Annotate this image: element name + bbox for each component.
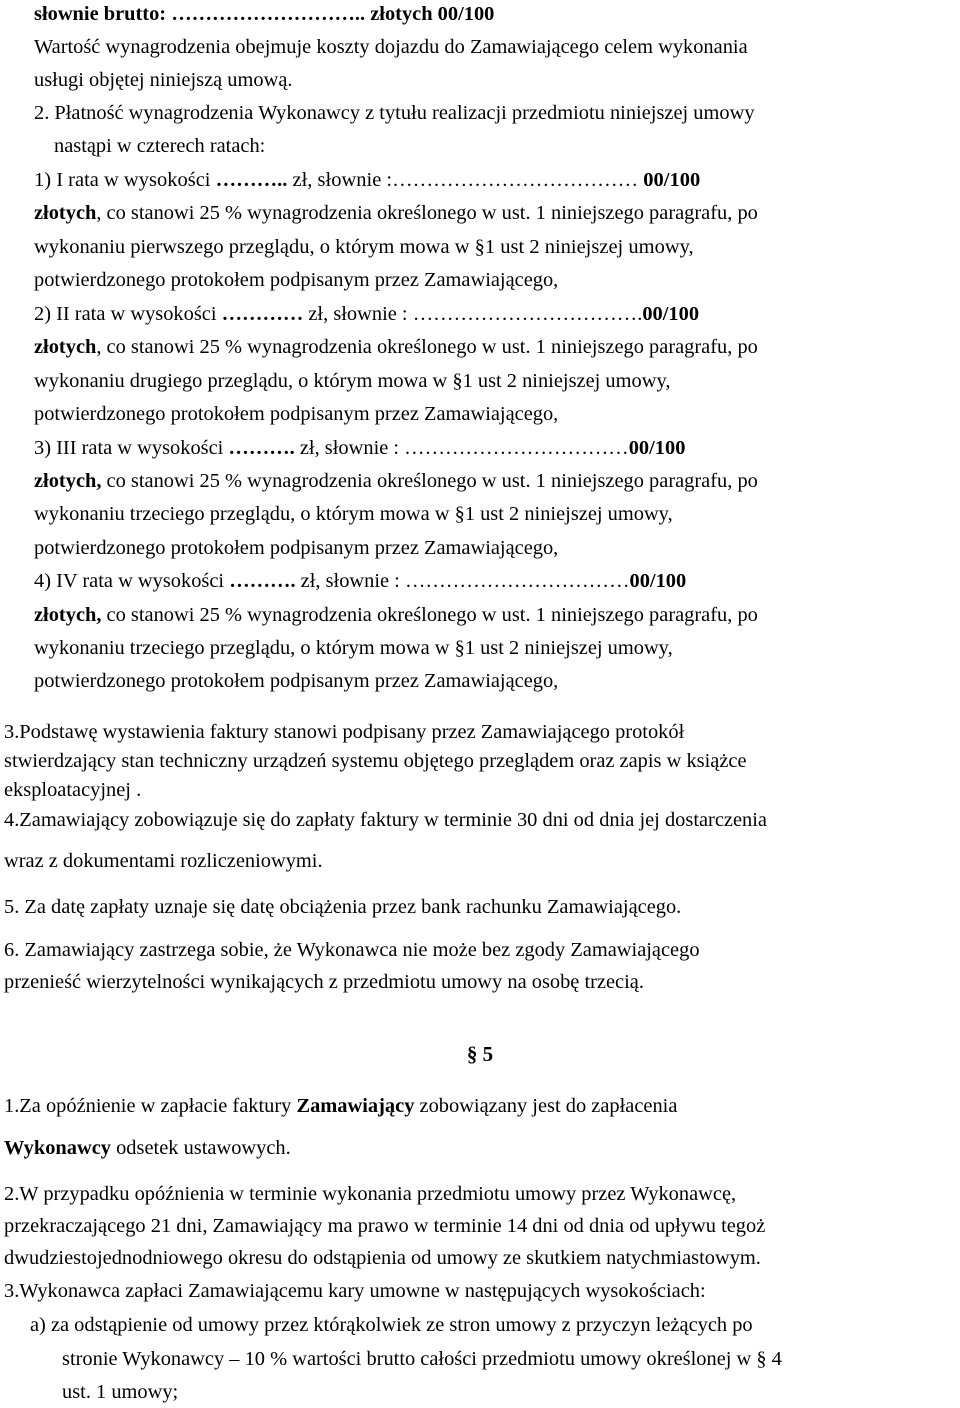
- installment-1-percent-line: złotych, co stanowi 25 % wynagrodzenia określonego w ust. 1 niniejszego paragrafu, po: [34, 202, 758, 224]
- text-line: Wykonawcy odsetek ustawowych.: [4, 1137, 291, 1159]
- text-line: dwudziestojednodniowego okresu do odstąpienia od umowy ze skutkiem natychmiastowym.: [4, 1247, 761, 1269]
- section-5-point-2-line: 2.W przypadku opóźnienia w terminie wykonania przedmiotu umowy przez Wykonawcę,: [4, 1183, 737, 1205]
- text-line: eksploatacyjnej .: [4, 779, 142, 801]
- paragraph-3-line: 3.Podstawę wystawienia faktury stanowi podpisany przez Zamawiającego protokół: [4, 721, 685, 743]
- paragraph-4-line: 4.Zamawiający zobowiązuje się do zapłaty faktury w terminie 30 dni od dnia jej dostarczenia: [4, 809, 767, 831]
- text-line: potwierdzonego protokołem podpisanym przez Zamawiającego,: [34, 403, 559, 425]
- text-line: potwierdzonego protokołem podpisanym przez Zamawiającego,: [34, 537, 559, 559]
- section-heading: § 5: [466, 1042, 494, 1066]
- text-line: usługi objętej niniejszą umową.: [34, 69, 293, 91]
- installment-4-percent-line: złotych, co stanowi 25 % wynagrodzenia określonego w ust. 1 niniejszego paragrafu, po: [34, 604, 758, 626]
- section-5-point-3-line: 3.Wykonawca zapłaci Zamawiającemu kary umowne w następujących wysokościach:: [4, 1280, 706, 1302]
- text-line: nastąpi w czterech ratach:: [54, 135, 266, 157]
- installment-4-condition-line: wykonaniu trzeciego przeglądu, o którym mowa w §1 ust 2 niniejszej umowy,: [34, 637, 673, 659]
- total-amount-words-line: słownie brutto: ……………………….. złotych 00/100: [34, 3, 495, 25]
- paragraph-6-line: 6. Zamawiający zastrzega sobie, że Wykonawca nie może bez zgody Zamawiającego: [4, 939, 700, 961]
- text-line: ust. 1 umowy;: [62, 1381, 179, 1403]
- text-line: stronie Wykonawcy – 10 % wartości brutto całości przedmiotu umowy określonej w § 4: [62, 1348, 782, 1370]
- paragraph-2-line: 2. Płatność wynagrodzenia Wykonawcy z tytułu realizacji przedmiotu niniejszej umowy: [34, 102, 755, 124]
- installment-2-amount-line: 2) II rata w wysokości ………… zł, słownie : …………………………….00/100: [34, 303, 700, 325]
- text-line: Wartość wynagrodzenia obejmuje koszty dojazdu do Zamawiającego celem wykonania: [34, 36, 748, 58]
- text-line: przekraczającego 21 dni, Zamawiający ma prawo w terminie 14 dni od dnia od upływu tegoż: [4, 1215, 766, 1237]
- text-line: stwierdzający stan techniczny urządzeń systemu objętego przeglądem oraz zapis w książce: [4, 750, 747, 772]
- section-5-point-1-line: 1.Za opóźnienie w zapłacie faktury Zamawiający zobowiązany jest do zapłacenia: [4, 1095, 678, 1117]
- installment-2-percent-line: złotych, co stanowi 25 % wynagrodzenia określonego w ust. 1 niniejszego paragrafu, po: [34, 336, 758, 358]
- installment-2-condition-line: wykonaniu drugiego przeglądu, o którym mowa w §1 ust 2 niniejszej umowy,: [34, 370, 671, 392]
- installment-3-percent-line: złotych, co stanowi 25 % wynagrodzenia określonego w ust. 1 niniejszego paragrafu, po: [34, 470, 758, 492]
- justified-text: wykonaniu pierwszego przeglądu, o którym mowa w §1 ust 2 niniejszej umowy,: [34, 236, 694, 258]
- installment-1-amount-line: 1) I rata w wysokości ……….. zł, słownie :……………………………… 00/100: [34, 169, 701, 191]
- installment-3-amount-line: 3) III rata w wysokości ………. zł, słownie : ……………………………00/100: [34, 437, 686, 459]
- installment-1-condition-line: [34, 235, 956, 259]
- installment-3-condition-line: wykonaniu trzeciego przeglądu, o którym mowa w §1 ust 2 niniejszej umowy,: [34, 503, 673, 525]
- text-line: przenieść wierzytelności wynikających z przedmiotu umowy na osobę trzecią.: [4, 971, 644, 993]
- list-item-a-line: a) za odstąpienie od umowy przez którąkolwiek ze stron umowy z przyczyn leżących po: [30, 1314, 753, 1336]
- text-line: potwierdzonego protokołem podpisanym przez Zamawiającego,: [34, 670, 559, 692]
- text-line: potwierdzonego protokołem podpisanym przez Zamawiającego,: [34, 269, 559, 291]
- text-line: wraz z dokumentami rozliczeniowymi.: [4, 850, 323, 872]
- installment-4-amount-line: 4) IV rata w wysokości ………. zł, słownie : ……………………………00/100: [34, 570, 687, 592]
- paragraph-5-line: 5. Za datę zapłaty uznaje się datę obciążenia przez bank rachunku Zamawiającego.: [4, 896, 682, 918]
